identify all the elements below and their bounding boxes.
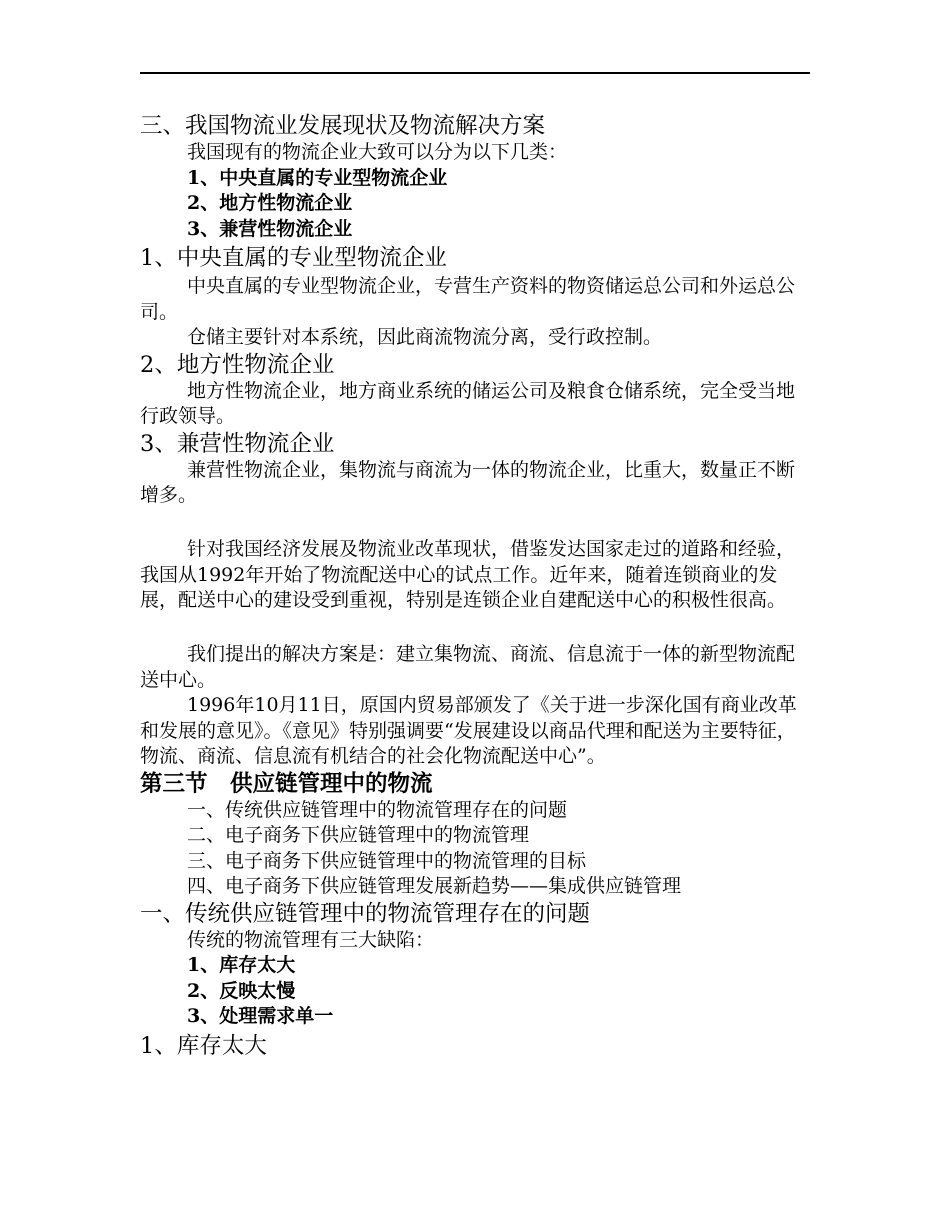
section-heading-2: 2、地方性物流企业 xyxy=(140,351,335,378)
chapter-heading: 三、我国物流业发展现状及物流解决方案 xyxy=(140,113,546,139)
problem-item-2: 2、反映太慢 xyxy=(187,979,296,1002)
type-item-1: 1、中央直属的专业型物流企业 xyxy=(187,166,448,189)
section-3-item-4: 四、电子商务下供应链管理发展新趋势——集成供应链管理 xyxy=(187,875,682,897)
inventory-heading: 1、库存太大 xyxy=(140,1032,267,1059)
section-3-item-3: 三、电子商务下供应链管理中的物流管理的目标 xyxy=(187,849,587,872)
opinion-paragraph: 1996年10月11日，原国内贸易部颁发了《关于进一步深化国有商业改革和发展的意见》。《意见》特别强调要“发展建设以商品代理和配送为主要特征，物流、商流、信息流有机结合的社会化物流配送中心”。 xyxy=(140,694,797,767)
section-1-title: 1、中央直属的专业型物流企业 xyxy=(140,245,447,271)
reform-paragraph: 针对我国经济发展及物流业改革现状，借鉴发达国家走过的道路和经验，我国从1992年开始了物流配送中心的试点工作。近年来，随着连锁商业的发展，配送中心的建设受到重视，特别是连锁企业自建配送中心的积极性很高。 xyxy=(140,538,796,611)
section-3-heading: 第三节 供应链管理中的物流 xyxy=(140,770,433,797)
solution-paragraph: 我们提出的解决方案是：建立集物流、商流、信息流于一体的新型物流配送中心。 xyxy=(140,643,796,691)
section-3-item-1: 一、传统供应链管理中的物流管理存在的问题 xyxy=(187,798,568,821)
section-heading-1 xyxy=(140,242,800,274)
problems-intro: 传统的物流管理有三大缺陷： xyxy=(187,928,435,951)
intro-paragraph: 我国现有的物流企业大致可以分为以下几类： xyxy=(187,141,568,163)
section-2-paragraph-1: 地方性物流企业，地方商业系统的储运公司及粮食仓储系统，完全受当地行政领导。 xyxy=(140,379,796,427)
problem-item-1: 1、库存太大 xyxy=(187,954,296,976)
section-1-paragraph-2: 仓储主要针对本系统，因此商流物流分离，受行政控制。 xyxy=(187,326,663,348)
blank-line xyxy=(140,614,800,640)
type-item-3: 3、兼营性物流企业 xyxy=(187,217,353,240)
section-3-item-2: 二、电子商务下供应链管理中的物流管理 xyxy=(187,824,530,846)
blank-line xyxy=(140,509,800,535)
problem-item-3: 3、处理需求单一 xyxy=(187,1005,334,1027)
document-body xyxy=(140,112,800,1062)
header-rule xyxy=(140,72,810,74)
problems-heading: 一、传统供应链管理中的物流管理存在的问题 xyxy=(140,900,591,927)
type-item-2: 2、地方性物流企业 xyxy=(187,192,353,214)
section-heading-3: 3、兼营性物流企业 xyxy=(140,430,335,457)
section-1-paragraph-1: 中央直属的专业型物流企业，专营生产资料的物资储运总公司和外运总公司。 xyxy=(140,275,796,323)
section-3-paragraph-1: 兼营性物流企业，集物流与商流为一体的物流企业，比重大，数量正不断增多。 xyxy=(140,458,796,506)
